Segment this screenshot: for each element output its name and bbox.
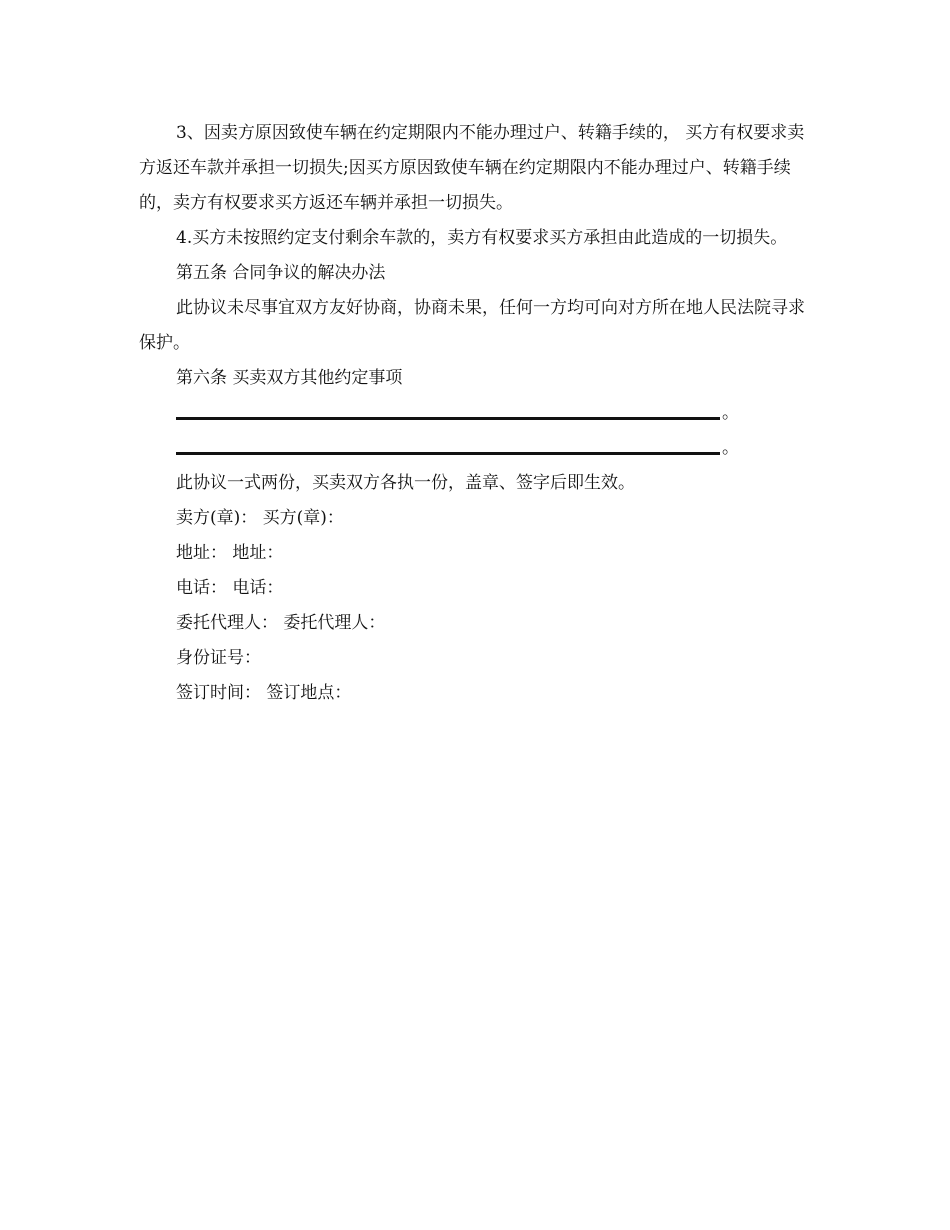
article-6-heading: 第六条 买卖双方其他约定事项: [176, 368, 403, 388]
blank-line-period: 。: [722, 403, 739, 423]
copies-note: 此协议一式两份，买卖双方各执一份，盖章、签字后即生效。: [176, 473, 635, 493]
signature-id-number: 身份证号：: [176, 648, 261, 668]
signature-address: 地址： 地址：: [176, 543, 284, 563]
article-5-text: 此协议未尽事宜双方友好协商，协商未果，任何一方均可向对方所在地人民法院寻求保护。: [139, 298, 805, 353]
fill-in-underline: [176, 417, 720, 420]
article-5-heading: 第五条 合同争议的解决办法: [176, 263, 386, 283]
blank-line-period: 。: [722, 438, 739, 458]
blank-line-2: [176, 431, 811, 466]
signature-parties: 卖方(章)： 买方(章)：: [176, 508, 344, 528]
signature-agent: 委托代理人： 委托代理人：: [176, 613, 386, 633]
signature-time-place: 签订时间： 签订地点：: [176, 683, 352, 703]
signature-phone: 电话： 电话：: [176, 578, 284, 598]
fill-in-underline: [176, 452, 720, 455]
blank-line-1: [176, 396, 811, 431]
contract-page: [139, 116, 811, 711]
clause-3: 3、因卖方原因致使车辆在约定期限内不能办理过户、转籍手续的， 买方有权要求卖方返还车款并承担一切损失;因买方原因致使车辆在约定期限内不能办理过户、转籍手续的，卖方有权要求买方返还车辆并承担一切损失。: [139, 123, 805, 213]
clause-4: 4.买方未按照约定支付剩余车款的，卖方有权要求买方承担由此造成的一切损失。: [176, 228, 788, 248]
